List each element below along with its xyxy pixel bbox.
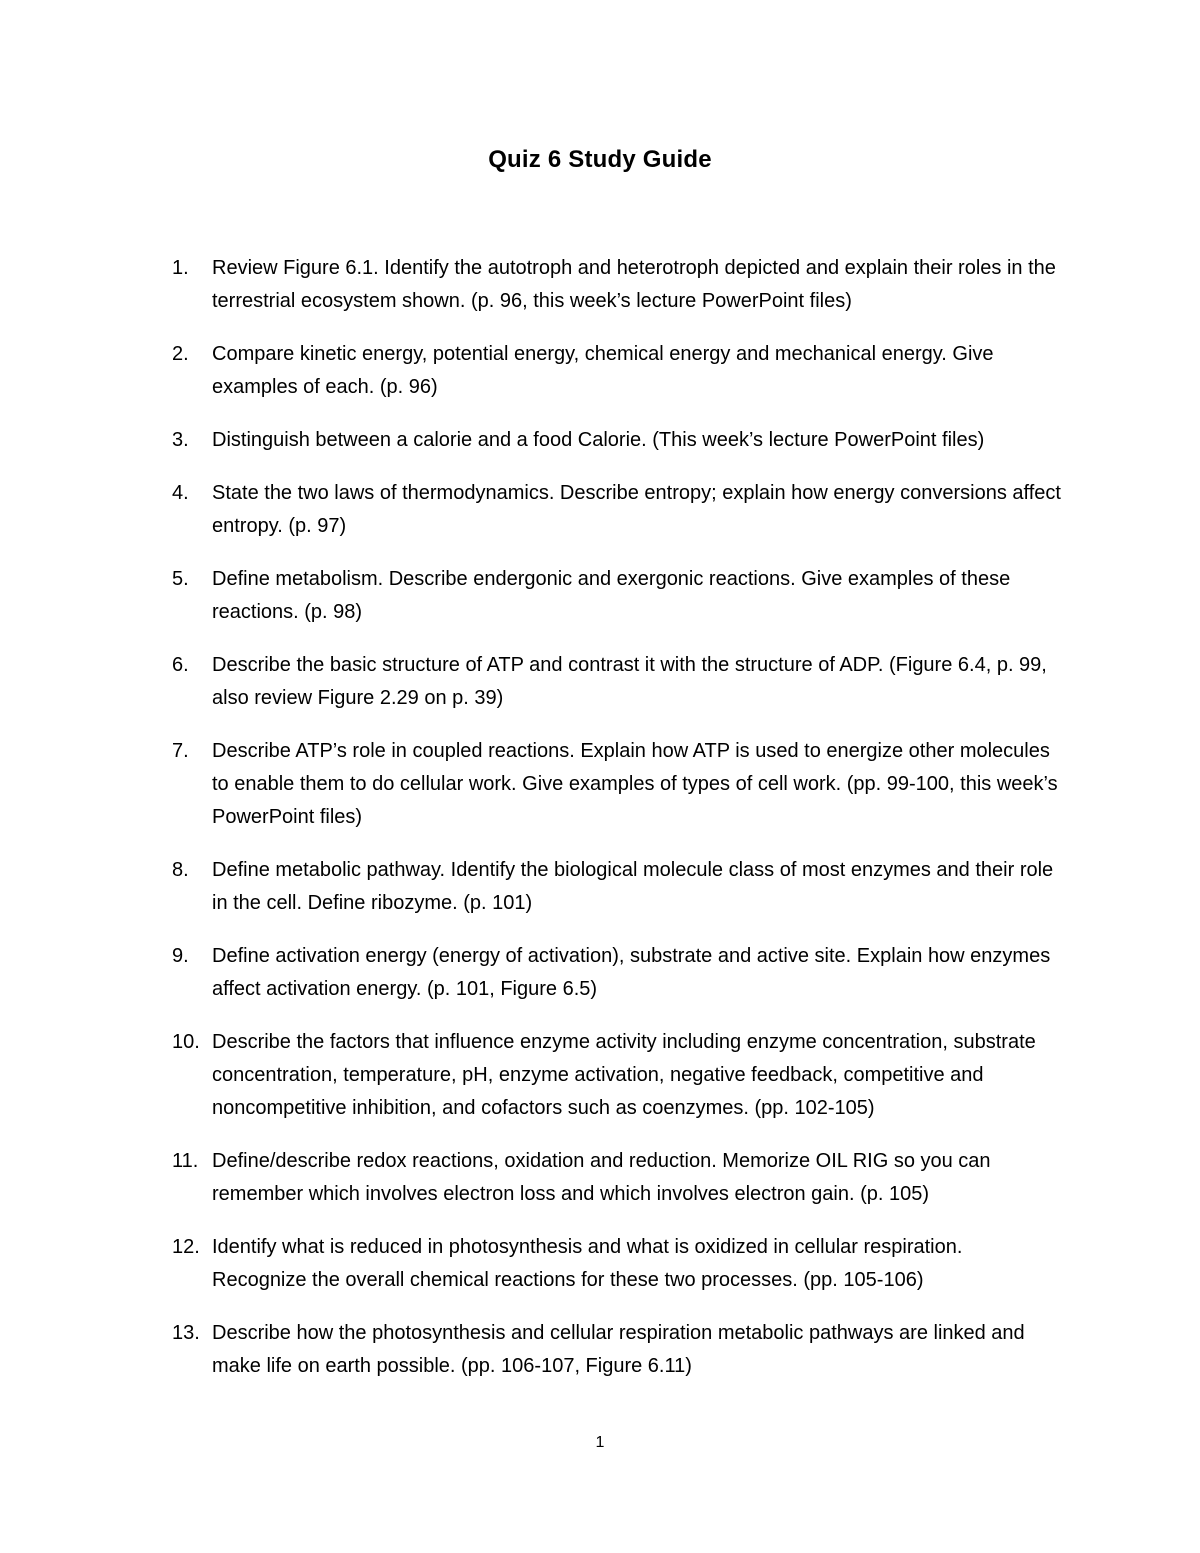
- list-item: [172, 940, 1062, 1006]
- item-number: 5.: [172, 568, 189, 590]
- item-number: 9.: [172, 945, 189, 967]
- item-number: 8.: [172, 859, 189, 881]
- item-text: Describe the factors that influence enzyme activity including enzyme concentration, substrate concentration, temperature, pH, enzyme activation, negative feedback, competitive and noncompetitive inhibition, and cofactors such as coenzymes. (pp. 102-105): [212, 1031, 1036, 1119]
- item-number: 3.: [172, 429, 189, 451]
- list-item: [172, 735, 1062, 834]
- item-number: 6.: [172, 654, 189, 676]
- item-number: 12.: [172, 1236, 200, 1258]
- item-text: Define metabolic pathway. Identify the biological molecule class of most enzymes and their role in the cell. Define ribozyme. (p. 101): [212, 859, 1054, 914]
- item-text: Define metabolism. Describe endergonic and exergonic reactions. Give examples of these reactions. (p. 98): [212, 568, 1011, 623]
- item-number: 1.: [172, 257, 189, 279]
- item-text: Describe the basic structure of ATP and contrast it with the structure of ADP. (Figure 6.4, p. 99, also review Figure 2.29 on p. 39): [212, 654, 1047, 709]
- page-number: 1: [595, 1434, 605, 1451]
- list-item: [172, 1231, 1062, 1297]
- item-number: 7.: [172, 740, 189, 762]
- item-number: 11.: [172, 1150, 199, 1172]
- list-item: [172, 1026, 1062, 1125]
- item-number: 10.: [172, 1031, 200, 1053]
- list-item: [172, 252, 1062, 318]
- page-title: Quiz 6 Study Guide: [488, 146, 712, 173]
- item-number: 4.: [172, 482, 189, 504]
- item-text: Compare kinetic energy, potential energy, chemical energy and mechanical energy. Give examples of each. (p. 96): [212, 343, 994, 398]
- item-text: State the two laws of thermodynamics. Describe entropy; explain how energy conversions affect entropy. (p. 97): [212, 482, 1061, 537]
- item-text: Review Figure 6.1. Identify the autotroph and heterotroph depicted and explain their roles in the terrestrial ecosystem shown. (p. 96, this week’s lecture PowerPoint files): [212, 257, 1056, 312]
- list-item: [172, 338, 1062, 404]
- study-guide-list: [172, 252, 1062, 1403]
- item-text: Distinguish between a calorie and a food Calorie. (This week’s lecture PowerPoint files): [212, 429, 985, 451]
- item-text: Define/describe redox reactions, oxidation and reduction. Memorize OIL RIG so you can remember which involves electron loss and which involves electron gain. (p. 105): [212, 1150, 991, 1205]
- item-text: Identify what is reduced in photosynthesis and what is oxidized in cellular respiration. Recognize the overall chemical reactions for these two processes. (pp. 105-106): [212, 1236, 963, 1291]
- item-text: Describe how the photosynthesis and cellular respiration metabolic pathways are linked and make life on earth possible. (pp. 106-107, Figure 6.11): [212, 1322, 1025, 1377]
- list-item: [172, 649, 1062, 715]
- list-item: [172, 1145, 1062, 1211]
- item-number: 13.: [172, 1322, 200, 1344]
- list-item: [172, 563, 1062, 629]
- item-text: Define activation energy (energy of activation), substrate and active site. Explain how enzymes affect activation energy. (p. 101, Figure 6.5): [212, 945, 1051, 1000]
- list-item: [172, 424, 1062, 457]
- list-item: [172, 1317, 1062, 1383]
- list-item: [172, 854, 1062, 920]
- item-number: 2.: [172, 343, 189, 365]
- item-text: Describe ATP’s role in coupled reactions. Explain how ATP is used to energize other molecules to enable them to do cellular work. Give examples of types of cell work. (pp. 99-100, this week’s PowerPoint files): [212, 740, 1058, 828]
- list-item: [172, 477, 1062, 543]
